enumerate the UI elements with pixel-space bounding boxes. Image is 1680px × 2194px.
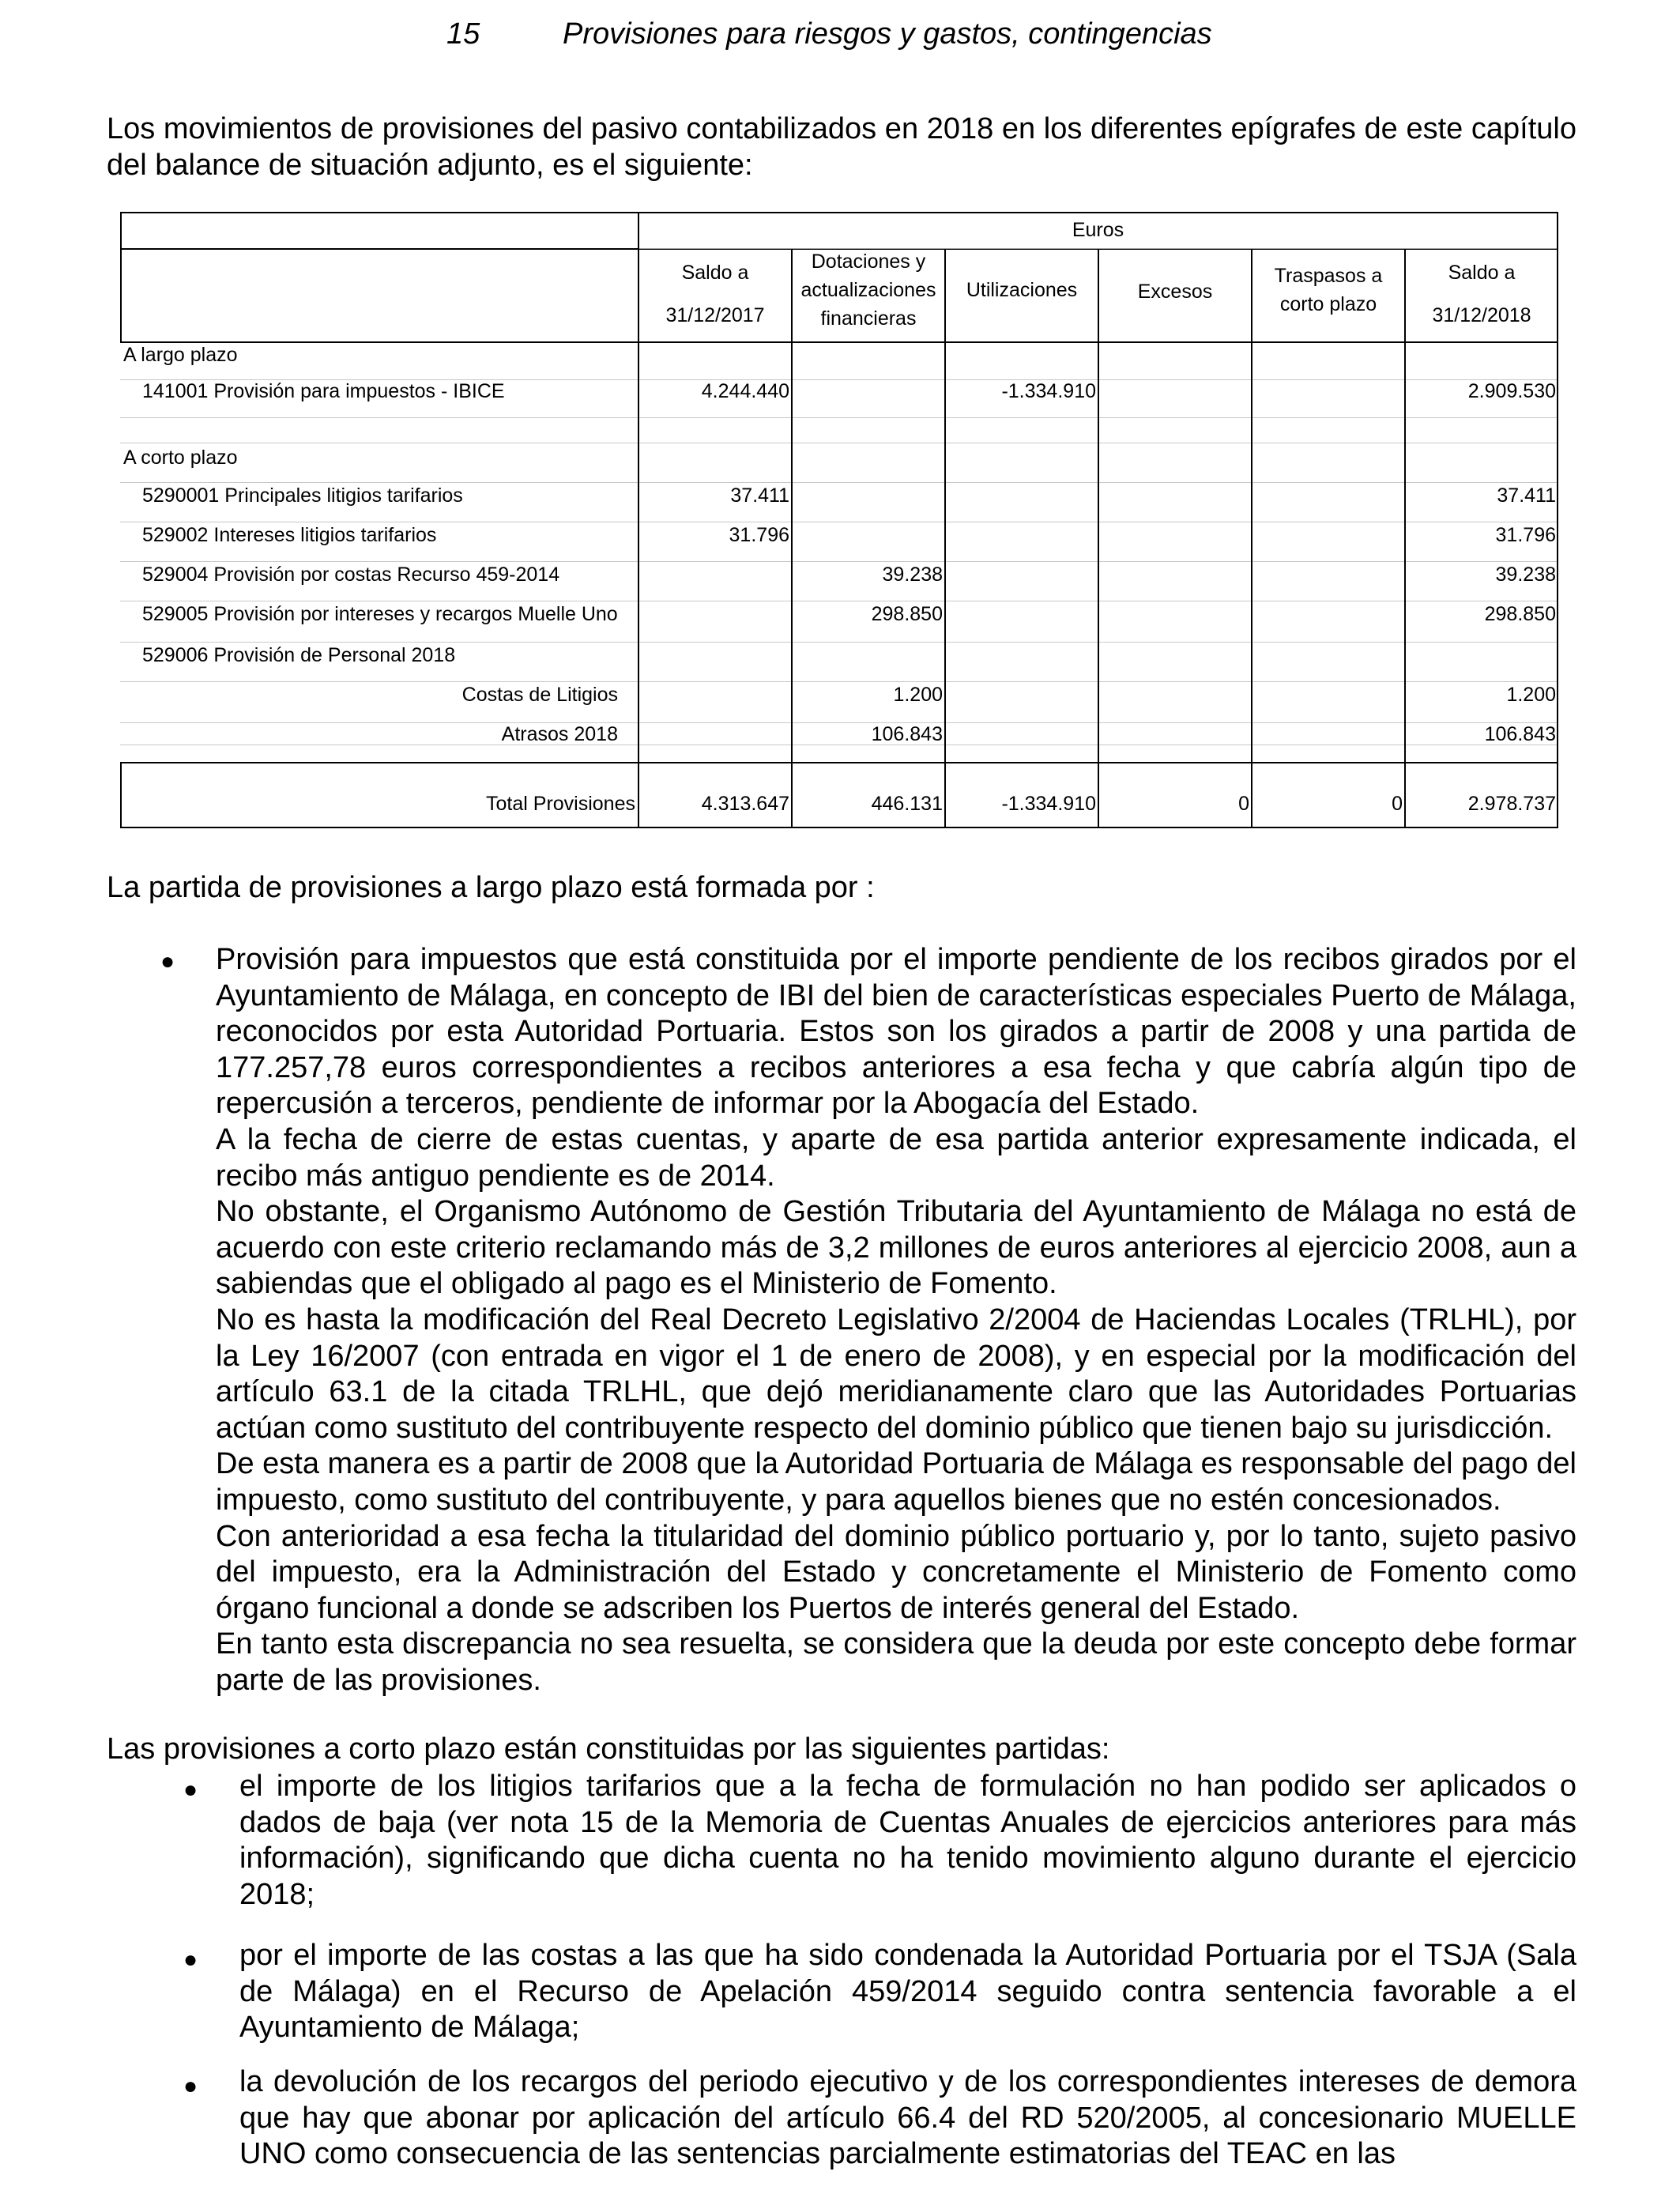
row-value: 31.796 — [1495, 524, 1556, 546]
total-value: 0 — [1238, 793, 1249, 815]
row-label: 529005 Provisión por intereses y recargos Muelle Uno — [142, 603, 618, 625]
row-label: 141001 Provisión para impuestos - IBICE — [142, 380, 505, 402]
row-label: Atrasos 2018 — [501, 723, 618, 745]
col-header-dotaciones-l1: Dotaciones y — [811, 251, 926, 273]
provisions-table — [120, 212, 1558, 828]
largo-paragraph: Con anterioridad a esa fecha la titularidad del dominio público portuario y, por lo tanto, sujeto pasivo del impuesto, era la Administración del Estado y concretamente el Ministerio de Fomento como órgano funcional a donde se adscriben los Puertos de interés general del Estado. — [216, 1519, 1576, 1625]
section-title: Provisiones para riesgos y gastos, contingencias — [563, 17, 1212, 51]
total-value: 2.978.737 — [1467, 793, 1556, 815]
col-header-dotaciones-l2: actualizaciones — [800, 279, 936, 301]
intro-paragraph: Los movimientos de provisiones del pasivo contabilizados en 2018 en los diferentes epígrafes de este capítulo del balance de situación adjunto, es el siguiente: — [107, 112, 1576, 182]
row-value: 2.909.530 — [1467, 380, 1556, 402]
section-corto-plazo: A corto plazo — [123, 447, 238, 469]
total-value: 4.313.647 — [701, 793, 789, 815]
largo-paragraph: A la fecha de cierre de estas cuentas, y aparte de esa partida anterior expresamente indicada, el recibo más antiguo pendiente es de 2014. — [216, 1122, 1576, 1193]
largo-plazo-intro: La partida de provisiones a largo plazo está formada por : — [107, 871, 875, 904]
row-value: 39.238 — [1495, 564, 1556, 586]
col-header-saldo-2017-l2: 31/12/2017 — [665, 304, 765, 326]
largo-paragraph: En tanto esta discrepancia no sea resuelta, se considera que la deuda por este concepto debe formar parte de las provisiones. — [216, 1627, 1576, 1697]
row-value: 106.843 — [1484, 723, 1556, 745]
largo-paragraph: No es hasta la modificación del Real Decreto Legislativo 2/2004 de Haciendas Locales (TRLHL), por la Ley 16/2007 (con entrada en vigor el 1 de enero de 2008), y en especial por la modificación del artículo 63.1 de la citada TRLHL, que dejó meridianamente claro que las Autoridades Portuarias actúan como sustituto del contribuyente respecto del dominio público que tienen bajo su jurisdicción. — [216, 1302, 1576, 1445]
row-label: Costas de Litigios — [461, 684, 618, 706]
row-value: 39.238 — [882, 564, 943, 586]
col-header-traspasos-l2: corto plazo — [1279, 293, 1377, 315]
total-value: 0 — [1392, 793, 1403, 815]
bullet-dot: ● — [183, 1777, 198, 1803]
row-value: 31.796 — [729, 524, 789, 546]
currency-label: Euros — [1072, 219, 1124, 241]
col-header-saldo-2017-l1: Saldo a — [681, 262, 749, 284]
row-value: -1.334.910 — [1001, 380, 1096, 402]
bullet-dot: ● — [183, 1947, 198, 1973]
row-value: 37.411 — [1497, 484, 1556, 507]
col-header-dotaciones-l3: financieras — [820, 307, 917, 330]
row-value: 4.244.440 — [701, 380, 789, 402]
corto-bullet: por el importe de las costas a las que ha sido condenada la Autoridad Portuaria por el TSJA (Sala de Málaga) en el Recurso de Apelación 459/2014 seguido contra sentencia favorable a el Ayuntamiento de Málaga; — [239, 1939, 1576, 2045]
row-value: 298.850 — [1484, 603, 1556, 625]
row-value: 106.843 — [871, 723, 943, 745]
largo-paragraph: No obstante, el Organismo Autónomo de Gestión Tributaria del Ayuntamiento de Málaga no está de acuerdo con este criterio reclamando más de 3,2 millones de euros anteriores al ejercicio 2008, aun a sabiendas que el obligado al pago es el Ministerio de Fomento. — [216, 1195, 1576, 1301]
col-header-saldo-2018-l1: Saldo a — [1448, 262, 1516, 284]
corto-plazo-intro: Las provisiones a corto plazo están constituidas por las siguientes partidas: — [107, 1732, 1110, 1766]
total-label: Total Provisiones — [486, 793, 635, 815]
row-label: 529002 Intereses litigios tarifarios — [142, 524, 437, 546]
total-value: -1.334.910 — [1001, 793, 1096, 815]
col-header-traspasos-l1: Traspasos a — [1274, 265, 1383, 287]
total-value: 446.131 — [871, 793, 943, 815]
section-number: 15 — [446, 17, 480, 51]
row-label: 529004 Provisión por costas Recurso 459-2014 — [142, 564, 560, 586]
col-header-excesos: Excesos — [1137, 281, 1213, 303]
corto-bullet: la devolución de los recargos del periodo ejecutivo y de los correspondientes intereses de demora que hay que abonar por aplicación del artículo 66.4 del RD 520/2005, al concesionario MUELLE UNO como consecuencia de las sentencias parcialmente estimatorias del TEAC en las — [239, 2065, 1576, 2171]
col-header-utilizaciones: Utilizaciones — [966, 279, 1078, 301]
bullet-dot: ● — [160, 948, 175, 974]
col-header-saldo-2018-l2: 31/12/2018 — [1432, 304, 1531, 326]
row-value: 298.850 — [871, 603, 943, 625]
corto-bullet: el importe de los litigios tarifarios que a la fecha de formulación no han podido ser aplicados o dados de baja (ver nota 15 de la Memoria de Cuentas Anuales de ejercicios anteriores para más información), significando que dicha cuenta no ha tenido movimiento alguno durante el ejercicio 2018; — [239, 1770, 1576, 1911]
section-header — [0, 17, 1680, 65]
largo-plazo-bullet — [216, 942, 1576, 1698]
row-label: 529006 Provisión de Personal 2018 — [142, 644, 456, 666]
row-label: 5290001 Principales litigios tarifarios — [142, 484, 463, 507]
row-value: 1.200 — [893, 684, 943, 706]
row-value: 37.411 — [730, 484, 789, 507]
bullet-dot: ● — [183, 2073, 198, 2099]
section-largo-plazo: A largo plazo — [123, 344, 238, 366]
row-value: 1.200 — [1506, 684, 1556, 706]
largo-paragraph: De esta manera es a partir de 2008 que la Autoridad Portuaria de Málaga es responsable del pago del impuesto, como sustituto del contribuyente, y para aquellos bienes que no estén concesionados. — [216, 1447, 1576, 1517]
largo-paragraph: Provisión para impuestos que está constituida por el importe pendiente de los recibos girados por el Ayuntamiento de Málaga, en concepto de IBI del bien de características especiales Puerto de Málaga, reconocidos por esta Autoridad Portuaria. Estos son los girados a partir de 2008 y una partida de 177.257,78 euros correspondientes a recibos anteriores a esa fecha y que cabría algún tipo de repercusión a terceros, pendiente de informar por la Abogacía del Estado. — [216, 943, 1576, 1121]
